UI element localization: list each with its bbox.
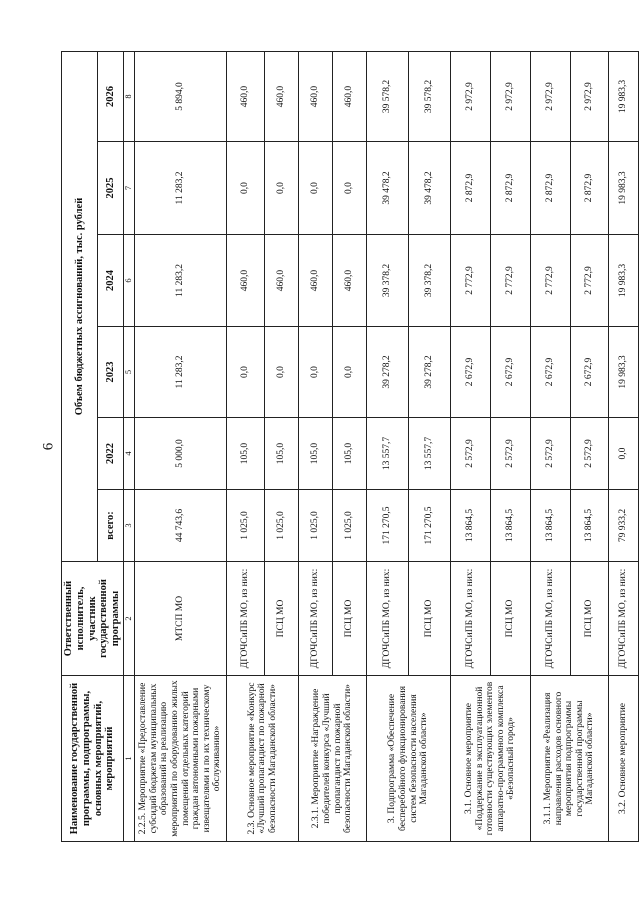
table-row — [451, 51, 491, 841]
value-2022: 105,0 — [227, 418, 265, 490]
value-2026: 2 972,9 — [451, 51, 491, 141]
value-2025: 0,0 — [227, 142, 265, 235]
value-2025: 11 283,2 — [135, 142, 227, 235]
program-name: 2.2.5. Мероприятие «Предоставление субсидий бюджетам муниципальных образований на реализацию мероприятий по оборудованию жилых помещений отдельных категорий граждан автономными пожарными извещателями и по их техническому обслуживанию» — [135, 676, 227, 842]
value-2026: 460,0 — [227, 51, 265, 141]
value-2026: 460,0 — [299, 51, 333, 141]
table-row — [299, 51, 333, 841]
value-2026: 2 972,9 — [571, 51, 609, 141]
value-2022: 2 572,9 — [571, 418, 609, 490]
program-name: 2.3. Основное мероприятие «Конкурс «Лучший пропагандист по пожарной безопасности Магаданской области» — [227, 676, 299, 842]
value-2023: 0,0 — [333, 327, 367, 418]
value-2024: 11 283,2 — [135, 235, 227, 327]
value-2026: 39 578,2 — [409, 51, 451, 141]
table-row — [135, 51, 227, 841]
header-year: 2026 — [98, 51, 124, 141]
header-year: 2023 — [98, 327, 124, 418]
value-2026: 19 983,3 — [609, 51, 639, 141]
value-2025: 39 478,2 — [367, 142, 409, 235]
executor: ДГОЧСиПБ МО, из них: — [367, 562, 409, 676]
program-name: 3. Подпрограмма «Обеспечение бесперебойного функционирования систем безопасности населения Магаданской области» — [367, 676, 451, 842]
value-2022: 105,0 — [333, 418, 367, 490]
value-2023: 2 672,9 — [571, 327, 609, 418]
value-2026: 2 972,9 — [491, 51, 531, 141]
value-2024: 2 772,9 — [531, 235, 571, 327]
value-2026: 460,0 — [265, 51, 299, 141]
value-2024: 39 378,2 — [409, 235, 451, 327]
executor: ПСЦ МО — [265, 562, 299, 676]
value-2025: 2 872,9 — [531, 142, 571, 235]
program-name: 3.1.1. Мероприятие «Реализация направления расходов основного мероприятия подпрограммы государственной программы Магаданской области» — [531, 676, 609, 842]
executor: ДГОЧСиПБ МО, из них: — [299, 562, 333, 676]
table-row — [531, 51, 571, 841]
value-2026: 2 972,9 — [531, 51, 571, 141]
header-year: 2025 — [98, 142, 124, 235]
total-value: 13 864,5 — [451, 490, 491, 562]
value-2023: 39 278,2 — [367, 327, 409, 418]
value-2026: 5 894,0 — [135, 51, 227, 141]
column-index: 5 — [124, 327, 135, 418]
value-2022: 0,0 — [609, 418, 639, 490]
header-year: 2022 — [98, 418, 124, 490]
total-value: 13 864,5 — [531, 490, 571, 562]
header-name: Наименование государственной программы, подпрограммы, основных мероприятий, мероприятий — [62, 676, 124, 842]
total-value: 79 933,2 — [609, 490, 639, 562]
value-2023: 2 672,9 — [531, 327, 571, 418]
value-2024: 2 772,9 — [491, 235, 531, 327]
executor: МТСП МО — [135, 562, 227, 676]
value-2025: 0,0 — [333, 142, 367, 235]
header-year: 2024 — [98, 235, 124, 327]
value-2025: 19 983,3 — [609, 142, 639, 235]
total-value: 171 270,5 — [409, 490, 451, 562]
value-2024: 460,0 — [265, 235, 299, 327]
column-index: 4 — [124, 418, 135, 490]
header-executor: Ответственный исполнитель, участник государственной программы — [62, 562, 124, 676]
executor: ДГОЧСиПБ МО, из них: — [609, 562, 639, 676]
value-2022: 5 000,0 — [135, 418, 227, 490]
total-value: 1 025,0 — [333, 490, 367, 562]
total-value: 44 743,6 — [135, 490, 227, 562]
executor: ДГОЧСиПБ МО, из них: — [227, 562, 265, 676]
total-value: 1 025,0 — [299, 490, 333, 562]
value-2026: 39 578,2 — [367, 51, 409, 141]
header-total: всего: — [98, 490, 124, 562]
value-2024: 460,0 — [333, 235, 367, 327]
value-2022: 105,0 — [299, 418, 333, 490]
header-budget-group: Объем бюджетных ассигнований, тыс. рублей — [62, 51, 98, 561]
executor: ПСЦ МО — [491, 562, 531, 676]
total-value: 1 025,0 — [227, 490, 265, 562]
value-2023: 39 278,2 — [409, 327, 451, 418]
executor: ПСЦ МО — [409, 562, 451, 676]
rotated-page — [61, 52, 627, 842]
program-name: 3.2. Основное мероприятие — [609, 676, 639, 842]
value-2025: 39 478,2 — [409, 142, 451, 235]
value-2024: 460,0 — [299, 235, 333, 327]
program-name: 3.1. Основное мероприятие «Поддержание в эксплуатационной готовности существующих элементов аппаратно-программного комплекса «Безопасный город» — [451, 676, 531, 842]
value-2022: 13 557,7 — [367, 418, 409, 490]
value-2026: 460,0 — [333, 51, 367, 141]
executor: ДГОЧСиПБ МО, из них: — [531, 562, 571, 676]
value-2023: 0,0 — [227, 327, 265, 418]
value-2023: 2 672,9 — [491, 327, 531, 418]
table-row — [227, 51, 265, 841]
value-2025: 2 872,9 — [571, 142, 609, 235]
value-2024: 460,0 — [227, 235, 265, 327]
value-2022: 2 572,9 — [491, 418, 531, 490]
column-index: 7 — [124, 142, 135, 235]
executor: ДГОЧСиПБ МО, из них: — [451, 562, 491, 676]
executor: ПСЦ МО — [571, 562, 609, 676]
total-value: 1 025,0 — [265, 490, 299, 562]
executor: ПСЦ МО — [333, 562, 367, 676]
value-2024: 39 378,2 — [367, 235, 409, 327]
value-2025: 2 872,9 — [491, 142, 531, 235]
value-2022: 2 572,9 — [451, 418, 491, 490]
value-2025: 0,0 — [265, 142, 299, 235]
value-2024: 2 772,9 — [451, 235, 491, 327]
value-2025: 0,0 — [299, 142, 333, 235]
value-2023: 0,0 — [299, 327, 333, 418]
total-value: 171 270,5 — [367, 490, 409, 562]
value-2024: 19 983,3 — [609, 235, 639, 327]
column-index: 3 — [124, 490, 135, 562]
column-index: 6 — [124, 235, 135, 327]
total-value: 13 864,5 — [491, 490, 531, 562]
column-index: 2 — [124, 562, 135, 676]
value-2022: 105,0 — [265, 418, 299, 490]
table-row — [367, 51, 409, 841]
total-value: 13 864,5 — [571, 490, 609, 562]
value-2022: 2 572,9 — [531, 418, 571, 490]
page-number: 6 — [40, 442, 57, 451]
value-2023: 2 672,9 — [451, 327, 491, 418]
value-2025: 2 872,9 — [451, 142, 491, 235]
value-2023: 19 983,3 — [609, 327, 639, 418]
column-index: 8 — [124, 51, 135, 141]
value-2022: 13 557,7 — [409, 418, 451, 490]
budget-table — [61, 51, 639, 842]
table-row — [609, 51, 639, 841]
value-2023: 0,0 — [265, 327, 299, 418]
program-name: 2.3.1. Мероприятие «Награждение победителей конкурса «Лучший пропагандист по пожарной безопасности Магаданской области» — [299, 676, 367, 842]
value-2024: 2 772,9 — [571, 235, 609, 327]
column-index: 1 — [124, 676, 135, 842]
value-2023: 11 283,2 — [135, 327, 227, 418]
